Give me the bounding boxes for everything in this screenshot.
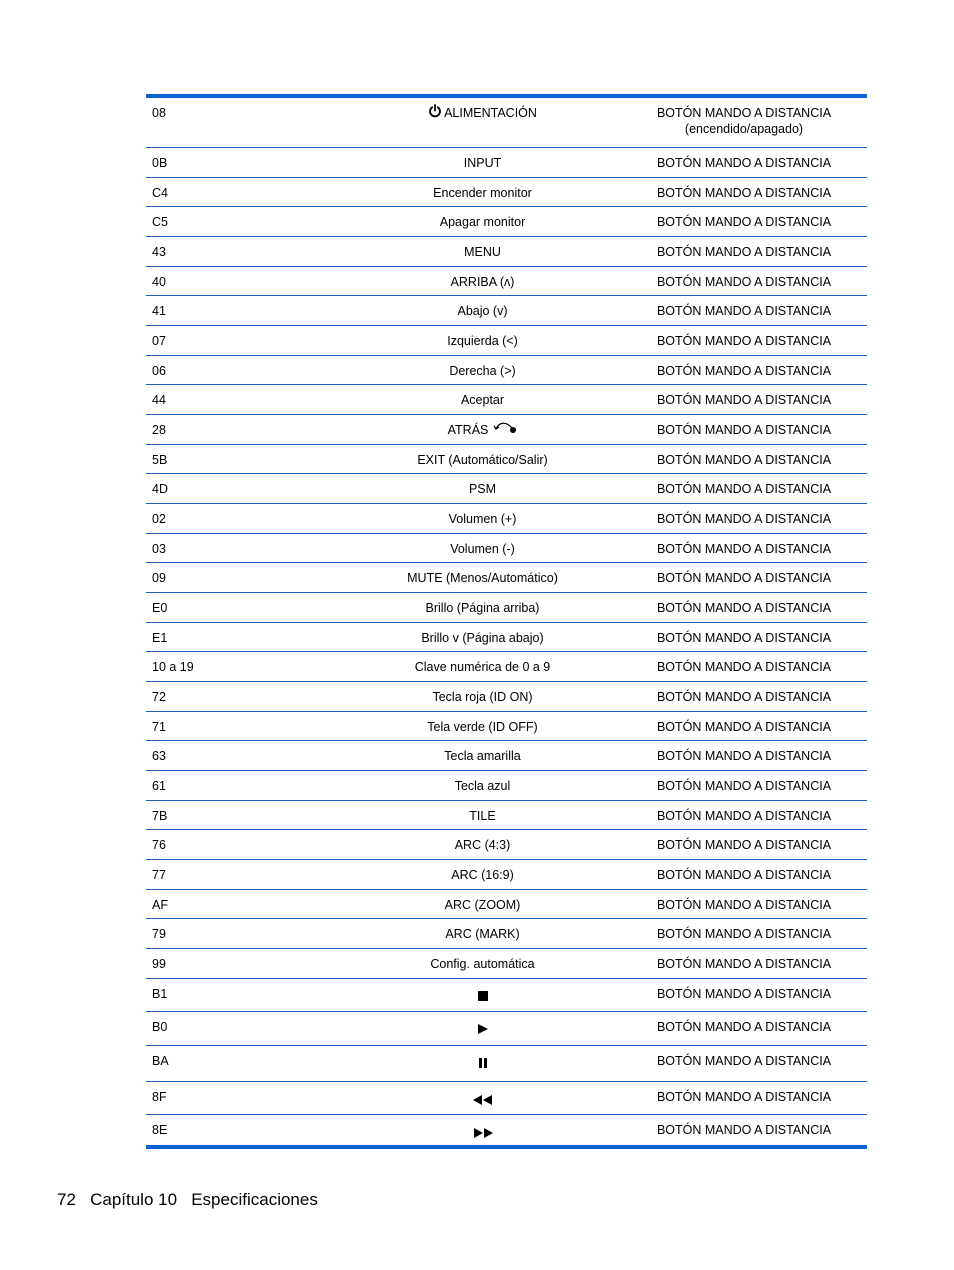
type-cell bbox=[621, 829, 867, 859]
section-label: Especificaciones bbox=[191, 1190, 318, 1209]
table-row bbox=[146, 473, 867, 503]
type-label: BOTÓN MANDO A DISTANCIA bbox=[656, 1053, 832, 1068]
type-label: BOTÓN MANDO A DISTANCIA bbox=[656, 867, 832, 882]
type-label: BOTÓN MANDO A DISTANCIA bbox=[656, 333, 832, 348]
type-cell bbox=[621, 236, 867, 266]
code-cell: 71 bbox=[152, 719, 166, 734]
type-label: BOTÓN MANDO A DISTANCIA bbox=[656, 392, 832, 407]
function-cell bbox=[344, 266, 621, 295]
table-row bbox=[146, 681, 867, 711]
code-cell: 99 bbox=[152, 956, 166, 971]
function-label: EXIT (Automático/Salir) bbox=[417, 452, 548, 467]
function-cell bbox=[344, 622, 621, 651]
function-cell bbox=[344, 325, 621, 355]
code-cell: C4 bbox=[152, 185, 168, 200]
function-label: TILE bbox=[469, 808, 496, 823]
code-cell: 7B bbox=[152, 808, 168, 823]
type-label: BOTÓN MANDO A DISTANCIA bbox=[656, 570, 832, 585]
code-cell: 79 bbox=[152, 926, 166, 941]
type-label: BOTÓN MANDO A DISTANCIA bbox=[656, 214, 832, 229]
fast-forward-icon bbox=[472, 1126, 494, 1142]
code-cell: 5B bbox=[152, 452, 168, 467]
type-label: BOTÓN MANDO A DISTANCIA bbox=[656, 1019, 832, 1034]
table-row bbox=[146, 978, 867, 1011]
table-row bbox=[146, 147, 867, 177]
function-label: PSM bbox=[468, 481, 497, 496]
type-label: BOTÓN MANDO A DISTANCIA bbox=[656, 659, 832, 674]
type-cell bbox=[621, 1011, 867, 1045]
type-cell bbox=[621, 355, 867, 384]
type-cell bbox=[621, 800, 867, 829]
type-cell bbox=[621, 622, 867, 651]
function-cell bbox=[344, 562, 621, 592]
type-cell bbox=[621, 98, 867, 147]
function-label: ARC (16:9) bbox=[451, 867, 514, 882]
code-cell: 77 bbox=[152, 867, 166, 882]
table-row bbox=[146, 325, 867, 355]
function-label: Encender monitor bbox=[433, 185, 532, 200]
function-label: ARC (MARK) bbox=[445, 926, 520, 941]
table-row bbox=[146, 740, 867, 770]
type-label: BOTÓN MANDO A DISTANCIA bbox=[656, 422, 832, 437]
type-label: BOTÓN MANDO A DISTANCIA bbox=[656, 719, 832, 734]
table-row bbox=[146, 414, 867, 444]
code-cell: 06 bbox=[152, 363, 166, 378]
type-cell bbox=[621, 473, 867, 503]
stop-icon bbox=[477, 990, 489, 1006]
code-cell: 72 bbox=[152, 689, 166, 704]
table-row bbox=[146, 1045, 867, 1081]
table-body bbox=[146, 98, 867, 1145]
type-cell bbox=[621, 978, 867, 1011]
table-row bbox=[146, 533, 867, 562]
type-label: BOTÓN MANDO A DISTANCIA bbox=[656, 106, 832, 120]
function-label: ARRIBA (ʌ) bbox=[450, 274, 515, 289]
function-label: MUTE (Menos/Automático) bbox=[407, 570, 558, 585]
function-cell bbox=[344, 1114, 621, 1145]
code-cell: B1 bbox=[152, 986, 168, 1001]
function-label: Abajo (v) bbox=[457, 303, 508, 318]
function-label: Tecla amarilla bbox=[444, 748, 521, 763]
type-cell bbox=[621, 651, 867, 681]
code-cell: C5 bbox=[152, 214, 168, 229]
function-label: INPUT bbox=[463, 155, 502, 170]
table-row bbox=[146, 1081, 867, 1114]
function-label: Brillo v (Página abajo) bbox=[421, 630, 544, 645]
function-cell bbox=[344, 473, 621, 503]
function-label: Derecha (>) bbox=[449, 363, 516, 378]
type-cell bbox=[621, 681, 867, 711]
code-cell: 02 bbox=[152, 511, 166, 526]
table-row bbox=[146, 711, 867, 740]
type-cell bbox=[621, 266, 867, 295]
type-label: BOTÓN MANDO A DISTANCIA bbox=[656, 630, 832, 645]
code-cell: B0 bbox=[152, 1019, 168, 1034]
type-label: BOTÓN MANDO A DISTANCIA bbox=[656, 837, 832, 852]
chapter-label: Capítulo 10 bbox=[90, 1190, 178, 1209]
code-cell: 43 bbox=[152, 244, 166, 259]
function-cell bbox=[344, 355, 621, 384]
type-label: BOTÓN MANDO A DISTANCIA bbox=[656, 452, 832, 467]
function-cell bbox=[344, 829, 621, 859]
table-row bbox=[146, 651, 867, 681]
type-label: BOTÓN MANDO A DISTANCIA bbox=[656, 244, 832, 259]
code-cell: 10 a 19 bbox=[152, 659, 194, 674]
type-label: BOTÓN MANDO A DISTANCIA bbox=[656, 481, 832, 496]
function-cell bbox=[344, 800, 621, 829]
type-label: BOTÓN MANDO A DISTANCIA bbox=[656, 541, 832, 556]
code-cell: 61 bbox=[152, 778, 166, 793]
function-label: Brillo (Página arriba) bbox=[425, 600, 540, 615]
function-cell bbox=[344, 592, 621, 622]
code-cell: 09 bbox=[152, 570, 166, 585]
table-row bbox=[146, 355, 867, 384]
function-cell bbox=[344, 711, 621, 740]
code-cell: 28 bbox=[152, 422, 166, 437]
table-row bbox=[146, 444, 867, 473]
type-label: BOTÓN MANDO A DISTANCIA bbox=[656, 303, 832, 318]
table-row bbox=[146, 206, 867, 236]
function-cell bbox=[344, 98, 621, 147]
function-label: ALIMENTACIÓN bbox=[444, 106, 537, 120]
type-cell bbox=[621, 889, 867, 918]
function-label: ARC (4:3) bbox=[454, 837, 511, 852]
function-cell bbox=[344, 859, 621, 889]
code-cell: 4D bbox=[152, 481, 168, 496]
function-cell bbox=[344, 384, 621, 414]
function-cell bbox=[344, 236, 621, 266]
function-cell bbox=[344, 651, 621, 681]
function-cell bbox=[344, 177, 621, 206]
play-icon bbox=[477, 1023, 489, 1039]
rewind-icon bbox=[472, 1093, 494, 1109]
function-cell bbox=[344, 206, 621, 236]
type-cell bbox=[621, 177, 867, 206]
function-cell bbox=[344, 503, 621, 533]
type-label: BOTÓN MANDO A DISTANCIA bbox=[656, 748, 832, 763]
type-cell bbox=[621, 770, 867, 800]
power-icon bbox=[428, 104, 442, 122]
function-cell bbox=[344, 948, 621, 978]
type-label: BOTÓN MANDO A DISTANCIA bbox=[656, 511, 832, 526]
type-label: BOTÓN MANDO A DISTANCIA bbox=[656, 689, 832, 704]
function-cell bbox=[344, 533, 621, 562]
function-label: Volumen (+) bbox=[448, 511, 517, 526]
type-cell bbox=[621, 147, 867, 177]
table-row bbox=[146, 384, 867, 414]
function-cell bbox=[344, 681, 621, 711]
type-label: BOTÓN MANDO A DISTANCIA bbox=[656, 986, 832, 1001]
function-label: Izquierda (<) bbox=[447, 333, 518, 348]
table-row bbox=[146, 177, 867, 206]
function-cell bbox=[344, 444, 621, 473]
function-label: ATRÁS bbox=[447, 422, 489, 437]
page-number: 72 bbox=[57, 1190, 76, 1209]
type-cell bbox=[621, 206, 867, 236]
function-label: Config. automática bbox=[430, 956, 535, 971]
type-cell bbox=[621, 918, 867, 948]
type-cell bbox=[621, 562, 867, 592]
function-cell bbox=[344, 740, 621, 770]
table-row bbox=[146, 948, 867, 978]
type-label: BOTÓN MANDO A DISTANCIA bbox=[656, 185, 832, 200]
type-cell bbox=[621, 711, 867, 740]
type-label: BOTÓN MANDO A DISTANCIA bbox=[656, 778, 832, 793]
function-label: MENU bbox=[464, 244, 501, 259]
code-cell: BA bbox=[152, 1053, 169, 1068]
code-cell: 63 bbox=[152, 748, 166, 763]
function-label: Aceptar bbox=[460, 392, 505, 407]
table-row bbox=[146, 859, 867, 889]
code-cell: 41 bbox=[152, 303, 166, 318]
table-row bbox=[146, 622, 867, 651]
code-cell: 76 bbox=[152, 837, 166, 852]
type-cell bbox=[621, 533, 867, 562]
function-label: ARC (ZOOM) bbox=[444, 897, 521, 912]
function-cell bbox=[344, 889, 621, 918]
function-label: Tecla azul bbox=[454, 778, 511, 793]
function-cell bbox=[344, 978, 621, 1011]
type-label: BOTÓN MANDO A DISTANCIA bbox=[656, 274, 832, 289]
table-row bbox=[146, 1114, 867, 1145]
table-row bbox=[146, 503, 867, 533]
code-cell: 0B bbox=[152, 155, 168, 170]
type-label: BOTÓN MANDO A DISTANCIA bbox=[656, 808, 832, 823]
function-label: Apagar monitor bbox=[439, 214, 526, 229]
type-cell bbox=[621, 295, 867, 325]
type-label: BOTÓN MANDO A DISTANCIA bbox=[656, 600, 832, 615]
type-cell bbox=[621, 859, 867, 889]
function-label: Volumen (-) bbox=[450, 541, 515, 556]
back-arrow-icon bbox=[493, 420, 517, 438]
table-row bbox=[146, 918, 867, 948]
type-cell bbox=[621, 1045, 867, 1081]
code-cell: AF bbox=[152, 897, 168, 912]
type-cell bbox=[621, 384, 867, 414]
function-label: Tecla roja (ID ON) bbox=[432, 689, 533, 704]
remote-codes-table bbox=[146, 94, 867, 1149]
code-cell: 40 bbox=[152, 274, 166, 289]
type-cell bbox=[621, 948, 867, 978]
table-row bbox=[146, 562, 867, 592]
function-cell bbox=[344, 147, 621, 177]
type-cell bbox=[621, 444, 867, 473]
function-cell bbox=[344, 770, 621, 800]
table-row bbox=[146, 1011, 867, 1045]
table-row bbox=[146, 889, 867, 918]
type-cell bbox=[621, 592, 867, 622]
function-cell bbox=[344, 414, 621, 444]
code-cell: 08 bbox=[152, 106, 166, 120]
type-cell bbox=[621, 325, 867, 355]
type-cell bbox=[621, 1114, 867, 1145]
code-cell: E1 bbox=[152, 630, 168, 645]
table-row bbox=[146, 236, 867, 266]
code-cell: 8F bbox=[152, 1089, 167, 1104]
table-row bbox=[146, 98, 867, 147]
function-cell bbox=[344, 918, 621, 948]
type-cell bbox=[621, 503, 867, 533]
function-cell bbox=[344, 1081, 621, 1114]
function-label: Tela verde (ID OFF) bbox=[427, 719, 538, 734]
table-row bbox=[146, 800, 867, 829]
table-row bbox=[146, 770, 867, 800]
type-label: BOTÓN MANDO A DISTANCIA bbox=[656, 926, 832, 941]
table-row bbox=[146, 295, 867, 325]
type-cell bbox=[621, 1081, 867, 1114]
function-cell bbox=[344, 295, 621, 325]
code-cell: 07 bbox=[152, 333, 166, 348]
type-cell bbox=[621, 414, 867, 444]
type-label: BOTÓN MANDO A DISTANCIA bbox=[656, 1122, 832, 1137]
page-footer bbox=[57, 1190, 318, 1210]
code-cell: E0 bbox=[152, 600, 168, 615]
code-cell: 44 bbox=[152, 392, 166, 407]
code-cell: 8E bbox=[152, 1122, 168, 1137]
table-row bbox=[146, 592, 867, 622]
type-label: BOTÓN MANDO A DISTANCIA bbox=[656, 1089, 832, 1104]
code-cell: 03 bbox=[152, 541, 166, 556]
table-row bbox=[146, 266, 867, 295]
function-cell bbox=[344, 1011, 621, 1045]
table-row bbox=[146, 829, 867, 859]
type-label: BOTÓN MANDO A DISTANCIA bbox=[656, 363, 832, 378]
type-cell bbox=[621, 740, 867, 770]
type-label: BOTÓN MANDO A DISTANCIA bbox=[656, 956, 832, 971]
function-label: Clave numérica de 0 a 9 bbox=[414, 659, 551, 674]
type-label: BOTÓN MANDO A DISTANCIA bbox=[656, 897, 832, 912]
type-label: BOTÓN MANDO A DISTANCIA bbox=[656, 155, 832, 170]
type-note: (encendido/apagado) bbox=[684, 122, 804, 136]
pause-icon bbox=[477, 1057, 489, 1073]
function-cell bbox=[344, 1045, 621, 1081]
